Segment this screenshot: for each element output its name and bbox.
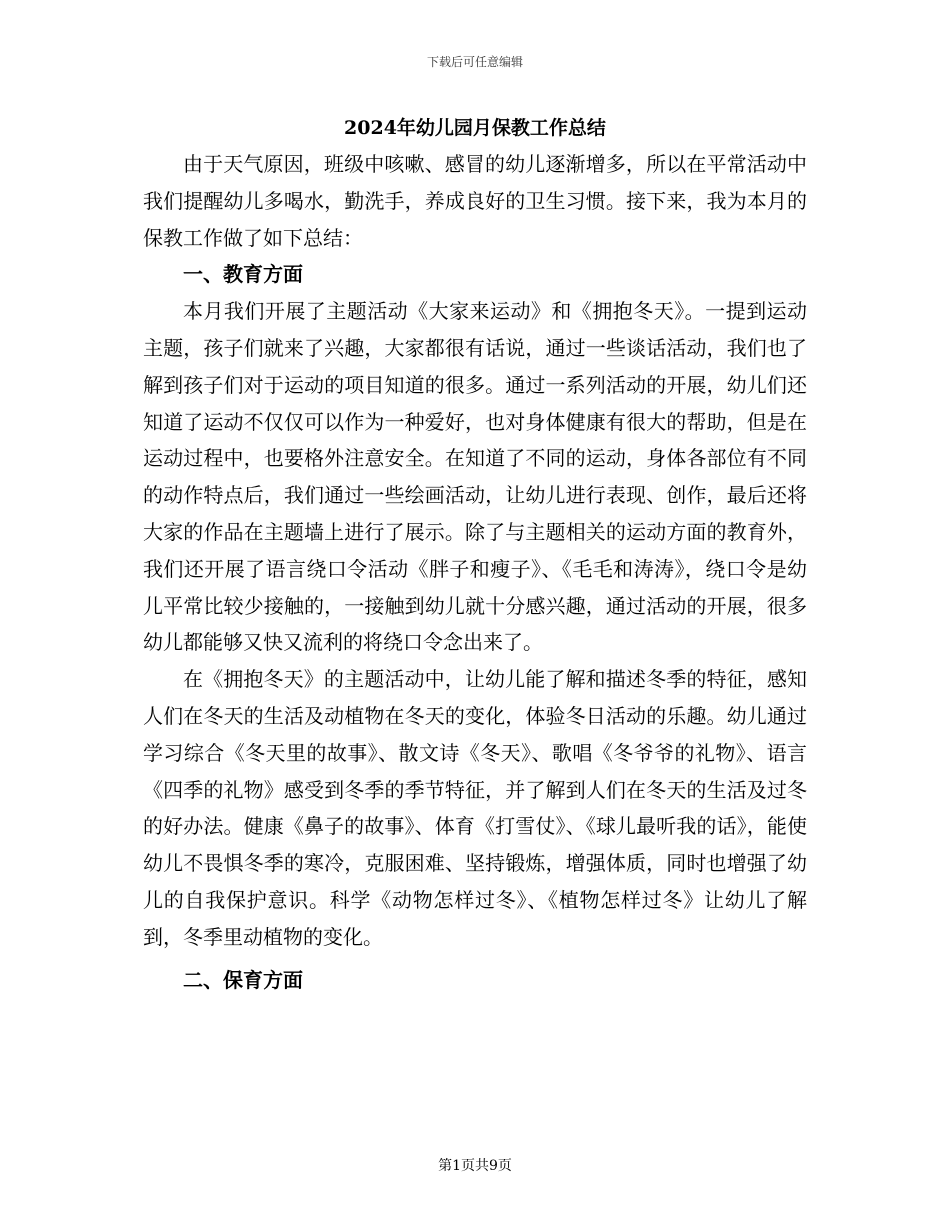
page-footer-number: 第1页共9页 [438,1158,512,1174]
education-paragraph-1: 本月我们开展了主题活动《大家来运动》和《拥抱冬天》。一提到运动主题，孩子们就来了兴趣，大家都很有话说，通过一些谈话活动，我们也了解到孩子们对于运动的项目知道的很多。通过一系列活动的开展，幼儿们还知道了运动不仅仅可以作为一种爱好，也对身体健康有很大的帮助，但是在运动过程中，也要格外注意安全。在知道了不同的运动，身体各部位有不同的动作特点后，我们通过一些绘画活动，让幼儿进行表现、创作，最后还将大家的作品在主题墙上进行了展示。除了与主题相关的运动方面的教育外，我们还开展了语言绕口令活动《胖子和瘦子》、《毛毛和涛涛》，绕口令是幼儿平常比较少接触的，一接触到幼儿就十分感兴趣，通过活动的开展，很多幼儿都能够又快又流利的将绕口令念出来了。 [143,299,807,655]
education-paragraph-2: 在《拥抱冬天》的主题活动中，让幼儿能了解和描述冬季的特征，感知人们在冬天的生活及动植物在冬天的变化，体验冬日活动的乐趣。幼儿通过学习综合《冬天里的故事》、散文诗《冬天》、歌唱《冬爷爷的礼物》、语言《四季的礼物》感受到冬季的季节特征，并了解到人们在冬天的生活及过冬的好办法。健康《鼻子的故事》、体育《打雪仗》、《球儿最听我的话》，能使幼儿不畏惧冬季的寒冷，克服困难、坚持锻炼，增强体质，同时也增强了幼儿的自我保护意识。科学《动物怎样过冬》、《植物怎样过冬》让幼儿了解到，冬季里动植物的变化。 [143,667,807,949]
intro-paragraph: 由于天气原因，班级中咳嗽、感冒的幼儿逐渐增多，所以在平常活动中我们提醒幼儿多喝水，勤洗手，养成良好的卫生习惯。接下来，我为本月的保教工作做了如下总结： [143,152,807,250]
section-heading-care: 二、保育方面 [183,967,303,992]
section-heading-education: 一、教育方面 [183,262,303,287]
document-title: 2024年幼儿园月保教工作总结 [344,117,606,139]
document-body [143,146,807,998]
page-header-note: 下载后可任意编辑 [426,55,523,69]
